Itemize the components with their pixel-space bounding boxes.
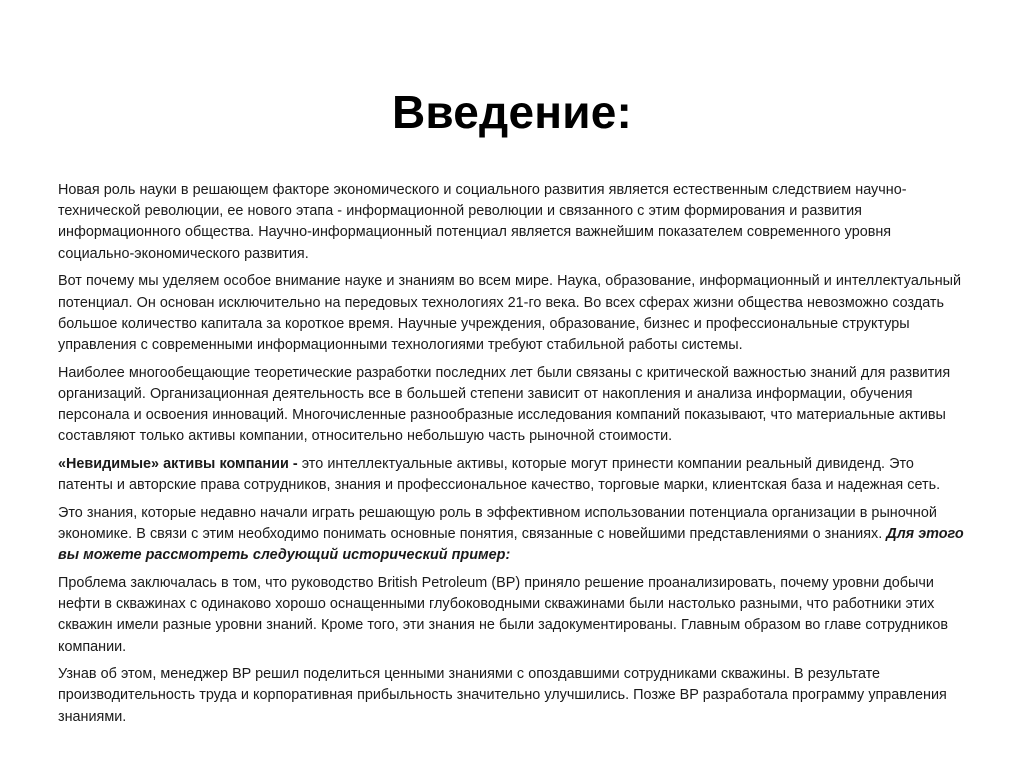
paragraph-6 (58, 573, 964, 658)
paragraph-4-text: это интеллектуальные активы, которые могут принести компании реальный дивиденд. Это патенты и авторские права сотрудников, знания и профессиональное качество, торговые марки, клиентская база и надежная сеть. (58, 455, 941, 494)
paragraph-6-text: Проблема заключалась в том, что руководство British Petroleum (BP) приняло решение проанализировать, почему уровни добычи нефти в скважинах с одинаково хорошо оснащенными глубоководными скважинами были настолько разными, что работники этих скважин имели разные уровни знаний. Кроме того, эти знания не были задокументированы. Главным образом во главе сотрудников компании. (58, 574, 949, 655)
paragraph-4-bold-lead: «Невидимые» активы компании - (58, 455, 298, 472)
paragraph-2-text: Вот почему мы уделяем особое внимание науке и знаниям во всем мире. Наука, образование, информационный и интеллектуальный потенциал. Он основан исключительно на передовых технологиях 21-го века. Во всех сферах жизни общества невозможно создать большое количество капитала за короткое время. Научные учреждения, образование, бизнес и профессиональные структуры управления с современными информационными технологиями требуют стабильной работы системы. (58, 273, 962, 353)
paragraph-7 (58, 664, 964, 728)
paragraph-2 (58, 271, 964, 356)
page-title: Введение: (391, 85, 633, 138)
paragraph-1-text: Новая роль науки в решающем факторе экономического и социального развития является естественным следствием научно-технической революции, ее нового этапа - информационной революции и связанного с этим формирования и развития информационного общества. Научно-информационный потенциал является важнейшим показателем современного уровня социально-экономического развития. (58, 182, 907, 262)
paragraph-5-text: Это знания, которые недавно начали играть решающую роль в эффективном использовании потенциала организации в рыночной экономике. В связи с этим необходимо понимать основные понятия, связанные с новейшими представлениями о знаниях. (58, 504, 937, 543)
body-text-block (58, 180, 964, 728)
paragraph-1 (58, 180, 964, 265)
paragraph-3-text: Наиболее многообещающие теоретические разработки последних лет были связаны с критической важностью знаний для развития организаций. Организационная деятельность все в большей степени зависит от накопления и анализа информации, обучения персонала и освоения инноваций. Многочисленные разнообразные исследования компаний показывают, что материальные активы составляют только активы компании, относительно небольшую часть рыночной стоимости. (58, 364, 951, 445)
paragraph-3 (58, 363, 964, 448)
paragraph-7-text: Узнав об этом, менеджер BP решил поделиться ценными знаниями с опоздавшими сотрудниками скважины. В результате производительность труда и корпоративная прибыльность значительно улучшились. Позже BP разработала программу управления знаниями. (58, 666, 947, 725)
paragraph-5-bold-italic-tail: Для этого вы можете рассмотреть следующий исторический пример: (58, 526, 964, 564)
paragraph-4 (58, 454, 964, 496)
paragraph-5 (58, 503, 964, 567)
